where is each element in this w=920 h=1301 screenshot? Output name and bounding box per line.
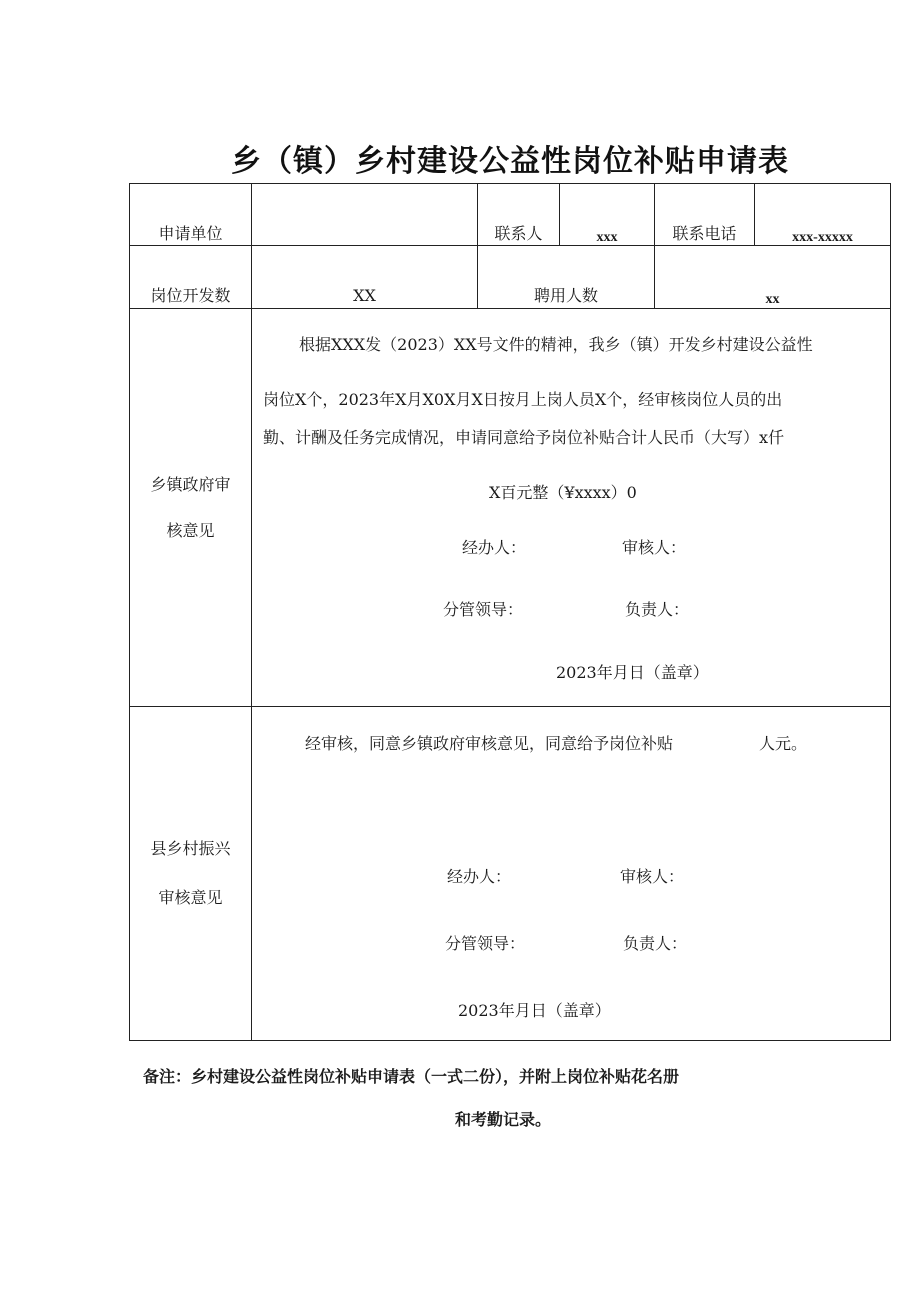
contact-value[interactable]: xxx — [596, 230, 618, 245]
township-date-line: 2023年月日（盖章） — [556, 663, 709, 682]
township-responsible-label: 负责人： — [625, 600, 690, 619]
county-opinion: 经审核，同意乡镇政府审核意见，同意给予岗位补贴 — [305, 734, 674, 753]
positions-label: 岗位开发数 — [150, 286, 231, 305]
table-row-divider-3 — [129, 706, 891, 707]
label-column-divider — [251, 183, 252, 1041]
township-paragraph-line3: 勤、计酬及任务完成情况，申请同意给予岗位补贴合计人民币（大写）x仟 — [263, 428, 785, 447]
footer-note-line1: 备注：乡村建设公益性岗位补贴申请表（一式二份），并附上岗位补贴花名册 — [143, 1067, 680, 1086]
township-label-line2: 核意见 — [166, 521, 215, 540]
township-label-line1: 乡镇政府审 — [150, 475, 231, 494]
table-border-bottom — [129, 1040, 891, 1041]
township-paragraph-line1: 根据XXX发（2023）XX号文件的精神，我乡（镇）开发乡村建设公益性 — [299, 335, 813, 354]
township-leader-label: 分管领导： — [443, 600, 524, 619]
phone-label: 联系电话 — [672, 224, 737, 243]
footer-note-line2: 和考勤记录。 — [455, 1110, 552, 1129]
table-border-left — [129, 183, 130, 1041]
township-paragraph-line4: X百元整（¥xxxx）0 — [489, 483, 637, 502]
county-responsible-label: 负责人： — [623, 934, 688, 953]
county-label-line1: 县乡村振兴 — [150, 839, 231, 858]
county-reviewer-label: 审核人： — [620, 867, 685, 886]
phone-value[interactable]: xxx-xxxxx — [792, 230, 853, 245]
table-border-right — [890, 183, 891, 1041]
hired-value[interactable]: xx — [765, 292, 780, 307]
table-border-top — [129, 183, 891, 184]
township-handler-label: 经办人： — [462, 538, 527, 557]
unit-label: 申请单位 — [158, 224, 223, 243]
contact-label: 联系人 — [494, 224, 543, 243]
form-title: 乡（镇）乡村建设公益性岗位补贴申请表 — [231, 144, 789, 179]
county-label-line2: 审核意见 — [158, 888, 223, 907]
county-leader-label: 分管领导： — [445, 934, 526, 953]
hired-label: 聘用人数 — [533, 286, 598, 305]
county-opinion-unit: 人元。 — [759, 734, 808, 753]
county-date-line: 2023年月日（盖章） — [458, 1001, 611, 1020]
county-handler-label: 经办人： — [447, 867, 512, 886]
township-reviewer-label: 审核人： — [622, 538, 687, 557]
positions-value[interactable]: XX — [353, 286, 376, 305]
township-paragraph-line2: 岗位X个，2023年X月X0X月X日按月上岗人员X个，经审核岗位人员的出 — [263, 390, 783, 409]
